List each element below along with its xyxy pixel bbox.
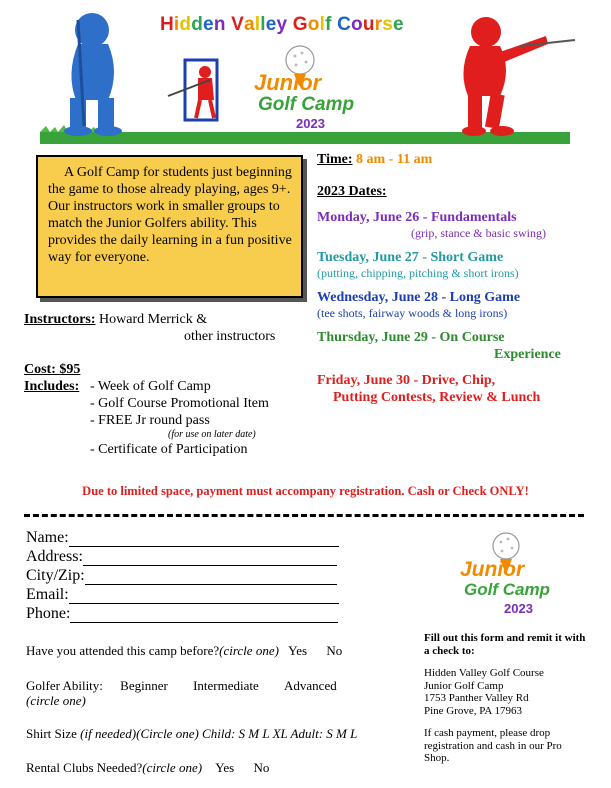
- includes-label: Includes:: [24, 379, 80, 394]
- logo-year: 2023: [296, 116, 325, 131]
- title-word: Valley: [231, 14, 288, 35]
- logo-golfcamp: Golf Camp: [464, 580, 550, 599]
- cityzip-label: City/Zip:: [26, 567, 85, 584]
- title-word: Golf: [292, 14, 332, 35]
- registration-form: [26, 528, 366, 623]
- attended-question: Have you attended this camp before?(circle one) Yes No: [26, 643, 343, 658]
- day-wednesday: Wednesday, June 28 - Long Game (tee shots, fairway woods & long irons): [317, 290, 521, 320]
- day-thursday: Thursday, June 29 - On Course Experience: [317, 330, 561, 362]
- time-label: Time:: [317, 152, 353, 167]
- email-field[interactable]: [69, 585, 339, 604]
- logo-junior: Junior: [460, 558, 525, 581]
- shirt-question: Shirt Size (if needed)(Circle one) Child: S M L XL Adult: S M L: [26, 726, 358, 741]
- day-tuesday: Tuesday, June 27 - Short Game (putting, chipping, pitching & short irons): [317, 250, 519, 280]
- instructors-block: [24, 311, 304, 345]
- schedule-block: [317, 151, 607, 406]
- instructors-line2: other instructors: [184, 329, 276, 344]
- logo-junior: Junior: [254, 70, 322, 95]
- ability-beginner[interactable]: Beginner: [120, 678, 168, 693]
- rental-question: Rental Clubs Needed?(circle one) Yes No: [26, 760, 270, 775]
- intro-box: [36, 155, 303, 298]
- shirt-options[interactable]: (if needed)(Circle one) Child: S M L XL Adult: S M L: [80, 726, 358, 741]
- name-label: Name:: [26, 529, 69, 546]
- rental-no[interactable]: No: [253, 760, 270, 775]
- cityzip-field[interactable]: [85, 566, 337, 585]
- includes-item: - FREE Jr round pass: [90, 413, 210, 428]
- page-title: [160, 14, 404, 36]
- attended-yes[interactable]: Yes: [288, 643, 308, 658]
- title-word: Course: [337, 14, 404, 35]
- day-friday: Friday, June 30 - Drive, Chip, Putting Contests, Review & Lunch: [317, 373, 541, 405]
- pass-note: (for use on later date): [168, 429, 256, 440]
- day-monday: Monday, June 26 - Fundamentals (grip, stance & basic swing): [317, 210, 546, 240]
- junior-golf-camp-logo-small: [460, 528, 560, 618]
- golfer-small-icon: [168, 60, 217, 120]
- includes-item: - Certificate of Participation: [90, 442, 248, 457]
- cost-block: [24, 361, 314, 458]
- cash-note: If cash payment, please drop registration and cash in our Pro Shop.: [424, 727, 562, 764]
- golfer-left-icon: [64, 13, 122, 136]
- cost-label: Cost: $95: [24, 362, 81, 377]
- remit-heading: Fill out this form and remit it with a check to:: [424, 632, 586, 657]
- remit-address: Hidden Valley Golf Course Junior Golf Camp 1753 Panther Valley Rd Pine Grove, PA 17963: [424, 667, 544, 717]
- cut-line: [24, 514, 584, 517]
- logo-year: 2023: [504, 601, 533, 616]
- title-word: Hidden: [160, 14, 226, 35]
- includes-item: - Week of Golf Camp: [90, 379, 211, 394]
- instructors-line1: Howard Merrick &: [99, 312, 208, 327]
- junior-golf-camp-logo: [252, 40, 362, 136]
- golfer-right-icon: [462, 17, 575, 136]
- time-value: 8 am - 11 am: [356, 152, 433, 167]
- instructors-label: Instructors:: [24, 312, 96, 327]
- email-label: Email:: [26, 586, 69, 603]
- ability-intermediate[interactable]: Intermediate: [193, 678, 259, 693]
- phone-field[interactable]: [70, 604, 338, 623]
- dates-label: 2023 Dates:: [317, 184, 387, 199]
- includes-item: - Golf Course Promotional Item: [90, 396, 269, 411]
- payment-notice: Due to limited space, payment must accompany registration. Cash or Check ONLY!: [82, 484, 529, 498]
- attended-no[interactable]: No: [326, 643, 343, 658]
- ability-advanced[interactable]: Advanced: [284, 678, 337, 693]
- address-field[interactable]: [83, 547, 337, 566]
- intro-text: A Golf Camp for students just beginning the game to those already playing, ages 9+. Our instructors work in smaller groups to match the Junior Golfers ability. This provides the daily learning in a fun positive way for everyone.: [48, 165, 292, 265]
- ability-question: Golfer Ability: Beginner Intermediate Advanced (circle one): [26, 678, 337, 708]
- rental-yes[interactable]: Yes: [215, 760, 235, 775]
- phone-label: Phone:: [26, 605, 71, 622]
- logo-golfcamp: Golf Camp: [258, 94, 355, 115]
- remit-block: [424, 632, 589, 765]
- address-label: Address:: [26, 548, 83, 565]
- name-field[interactable]: [69, 528, 339, 547]
